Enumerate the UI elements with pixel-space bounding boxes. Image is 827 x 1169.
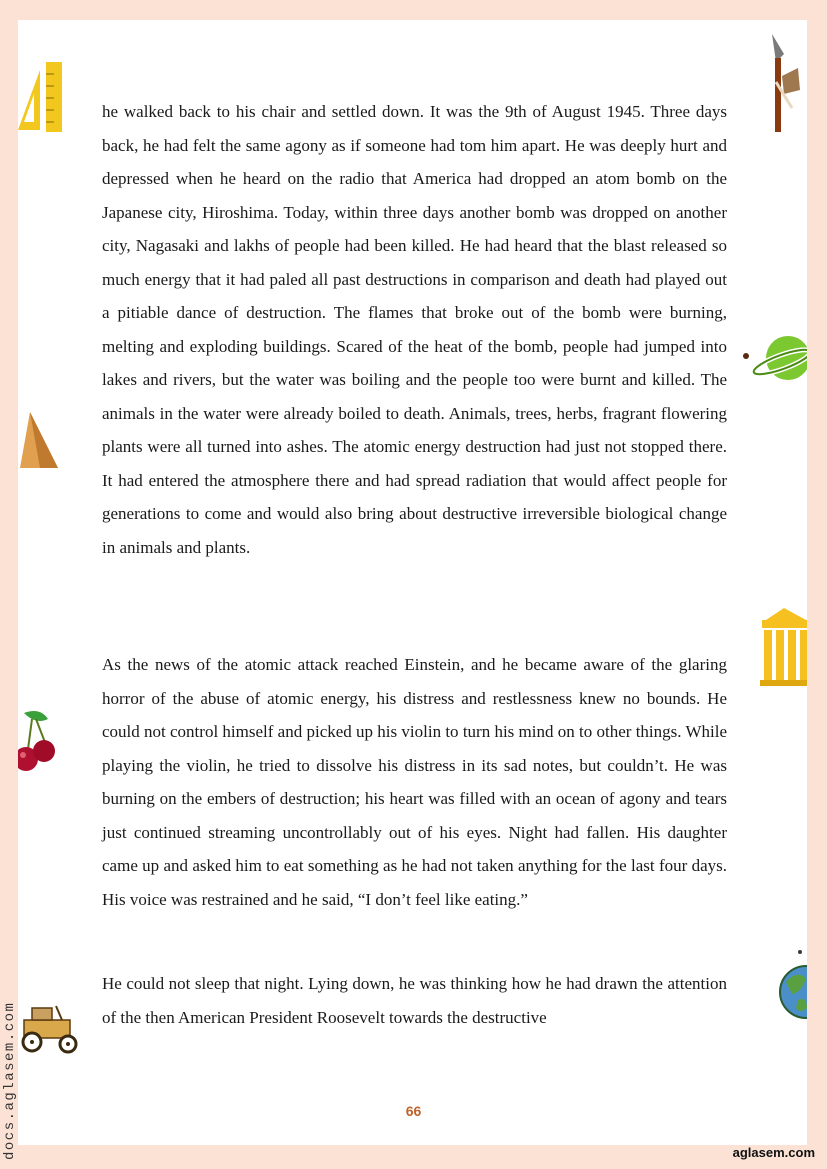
body-paragraph-3: He could not sleep that night. Lying down, he was thinking how he had drawn the attention of the then American President Roosevelt towards the destructive [102, 974, 727, 1027]
body-paragraph-2: As the news of the atomic attack reached Einstein, and he became aware of the glaring horror of the abuse of atomic energy, his distress and restlessness knew no bounds. He could not control himself and picked up his violin to turn his mind on to other things. While playing the violin, he tried to dissolve his distress in its sad notes, but couldn’t. He was burning on the embers of destruction; his heart was filled with an ocean of agony and tears just continued streaming uncontrollably out of his eyes. Night had fallen. His daughter came up and asked him to eat something as he had not taken anything for the last four days. His voice was restrained and he said, “I don’t feel like eating.” [102, 655, 727, 909]
spear-axe-icon [766, 32, 806, 136]
page-number: 66 [405, 1103, 422, 1119]
cherries-icon [18, 705, 58, 777]
vintage-car-icon [18, 1000, 84, 1056]
planet-icon [740, 330, 807, 390]
ruler-icon [18, 60, 68, 135]
site-label: aglasem.com [732, 1145, 815, 1160]
pyramid-icon [18, 410, 60, 472]
body-paragraph-1: he walked back to his chair and settled down. It was the 9th of August 1945. Three days back, he had felt the same agony as if someone had tom him apart. He was deeply hurt and depressed when he heard on the radio that America had dropped an atom bomb on the Japanese city, Hiroshima. Today, within three days another bomb was dropped on another city, Nagasaki and lakhs of people had been killed. He had heard that the blast released so much energy that it had paled all past destructions in comparison and death had played out a pitiable dance of destruction. The flames that broke out of the bomb were burning, melting and exploding buildings. Scared of the heat of the bomb, people had jumped into lakes and rivers, but the water was boiling and the people too were burnt and killed. The animals in the water were already boiled to death. Animals, trees, herbs, fragrant flowering plants were all turned into ashes. The atomic energy destruction had just not stopped there. It had entered the atmosphere there and had spread radiation that would affect people for generations to come and would also bring about destructive irreversible biological change in animals and plants. [102, 102, 727, 557]
pillar-icon [760, 608, 807, 688]
globe-icon [776, 948, 807, 1020]
side-watermark: docs.aglasem.com [2, 1001, 18, 1160]
